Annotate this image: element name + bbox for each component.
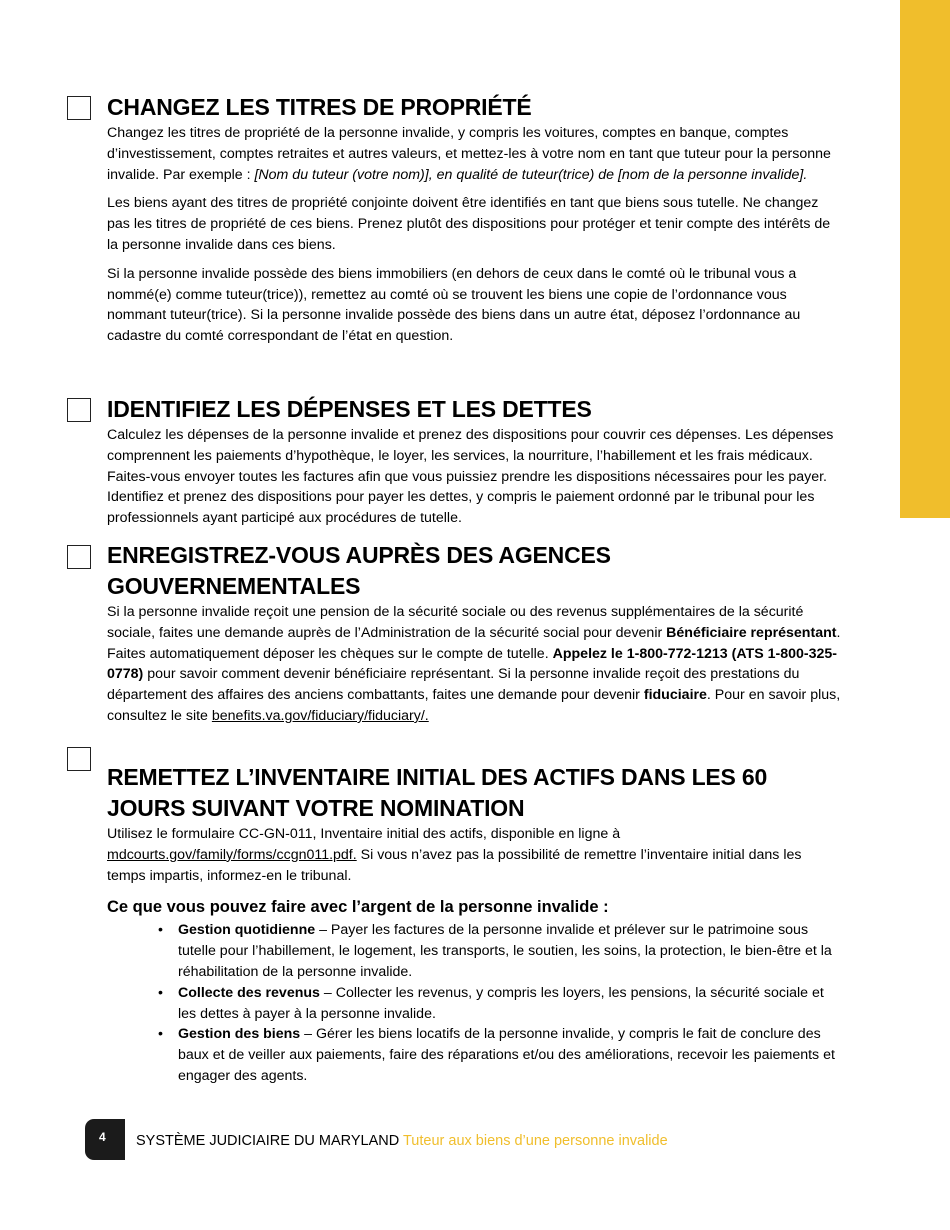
footer-subtitle: Tuteur aux biens d’une personne invalide bbox=[402, 1133, 668, 1149]
list-item: • Collecte des revenus – Collecter les revenus, y compris les loyers, les pensions, la sécurité sociale et les dettes à payer à la personne invalide. bbox=[178, 983, 842, 1025]
section-title: REMETTEZ L’INVENTAIRE INITIAL DES ACTIFS DANS LES 60 JOURS SUIVANT VOTRE NOMINATION bbox=[107, 764, 768, 821]
paragraph: Changez les titres de propriété de la personne invalide, y compris les voitures, comptes en banque, comptes d’investissement, comptes retraites et autres valeurs, et mettez-les à votre nom en tant que tuteur pour la personne invalide. Par exemple : [Nom du tuteur (votre nom)], en qualité de tuteur(trice) de [nom de la personne invalide]. bbox=[107, 125, 831, 183]
footer bbox=[136, 1133, 668, 1149]
paragraph: Si la personne invalide reçoit une pension de la sécurité sociale ou des revenus supplémentaires de la sécurité sociale, faites une demande auprès de l’Administration de la sécurité social pour devenir Bénéficiaire représentant. Faites automatiquement déposer les chèques sur le compte de tutelle. Appelez le 1-800-772-1213 (ATS 1-800-325-0778) pour savoir comment devenir bénéficiaire représentant. Si la personne invalide reçoit des prestations du département des affaires des anciens combattants, faites une demande pour devenir fiduciaire. Pour en savoir plus, consultez le site benefits.va.gov/fiduciary/fiduciary/. bbox=[107, 604, 841, 724]
section-title: IDENTIFIEZ LES DÉPENSES ET LES DETTES bbox=[107, 396, 592, 422]
section-title: CHANGEZ LES TITRES DE PROPRIÉTÉ bbox=[107, 94, 532, 120]
paragraph: Calculez les dépenses de la personne invalide et prenez des dispositions pour couvrir ces dépenses. Les dépenses comprennent les paiements d’hypothèque, le loyer, les services, la nourriture, l’habillement et les frais médicaux. Faites-vous envoyer toutes les factures afin que vous puissiez prendre les dispositions nécessaires pour les payer. Identifiez et prenez des dispositions pour payer les dettes, y compris le paiement ordonné par le tribunal pour les professionnels ayant participé aux procédures de tutelle. bbox=[107, 427, 834, 527]
section-expenses-debts bbox=[107, 394, 842, 529]
paragraph: Si la personne invalide possède des biens immobiliers (en dehors de ceux dans le comté où le tribunal vous a nommé(e) comme tuteur(trice)), remettez au comté où se trouvent les biens une copie de l’ordonnance vous nommant tuteur(trice). Si la personne invalide possède des biens dans un autre état, déposez l’ordonnance au cadastre du comté correspondant de l’état en question. bbox=[107, 265, 801, 345]
checkbox-expenses-debts[interactable] bbox=[67, 398, 91, 422]
side-accent-tab bbox=[900, 0, 950, 518]
section-initial-inventory bbox=[107, 762, 842, 1087]
paragraph: Les biens ayant des titres de propriété conjointe doivent être identifiés en tant que biens sous tutelle. Ne changez pas les titres de propriété de ces biens. Prenez plutôt des dispositions pour protéger et tenir compte des intérêts de la personne invalide dans ces biens. bbox=[107, 195, 831, 253]
checkbox-change-titles[interactable] bbox=[67, 96, 91, 120]
list-item: • Gestion quotidienne – Payer les factures de la personne invalide et prélever sur le patrimoine sous tutelle pour l’habillement, le logement, les transports, le soutien, les soins, la protection, le bien-être et la réhabilitation de la personne invalide. bbox=[178, 920, 842, 982]
section-government-agencies bbox=[107, 540, 842, 727]
section-change-titles bbox=[107, 92, 842, 347]
section-title: ENREGISTREZ-VOUS AUPRÈS DES AGENCES GOUVERNEMENTALES bbox=[107, 542, 611, 599]
list-item: • Gestion des biens – Gérer les biens locatifs de la personne invalide, y compris le fait de conclure des baux et de veiller aux paiements, faire des réparations et/ou des améliorations, recevoir les paiements et engager des agents. bbox=[178, 1024, 842, 1086]
bullet-list bbox=[107, 920, 842, 1086]
footer-org: SYSTÈME JUDICIAIRE DU MARYLAND bbox=[136, 1133, 400, 1149]
subheading: Ce que vous pouvez faire avec l’argent de la personne invalide : bbox=[107, 898, 609, 917]
benefits-va-link[interactable]: benefits.va.gov/fiduciary/fiduciary/. bbox=[211, 707, 429, 724]
checkbox-government-agencies[interactable] bbox=[67, 545, 91, 569]
checkbox-initial-inventory[interactable] bbox=[67, 747, 91, 771]
ccgn011-form-link[interactable]: mdcourts.gov/family/forms/ccgn011.pdf. bbox=[107, 846, 357, 863]
page-number: 4 bbox=[85, 1119, 125, 1160]
paragraph: Utilisez le formulaire CC-GN-011, Inventaire initial des actifs, disponible en ligne à mdcourts.gov/family/forms/ccgn011.pdf. Si vous n’avez pas la possibilité de remettre l’inventaire initial dans les temps impartis, informez-en le tribunal. bbox=[107, 826, 802, 884]
